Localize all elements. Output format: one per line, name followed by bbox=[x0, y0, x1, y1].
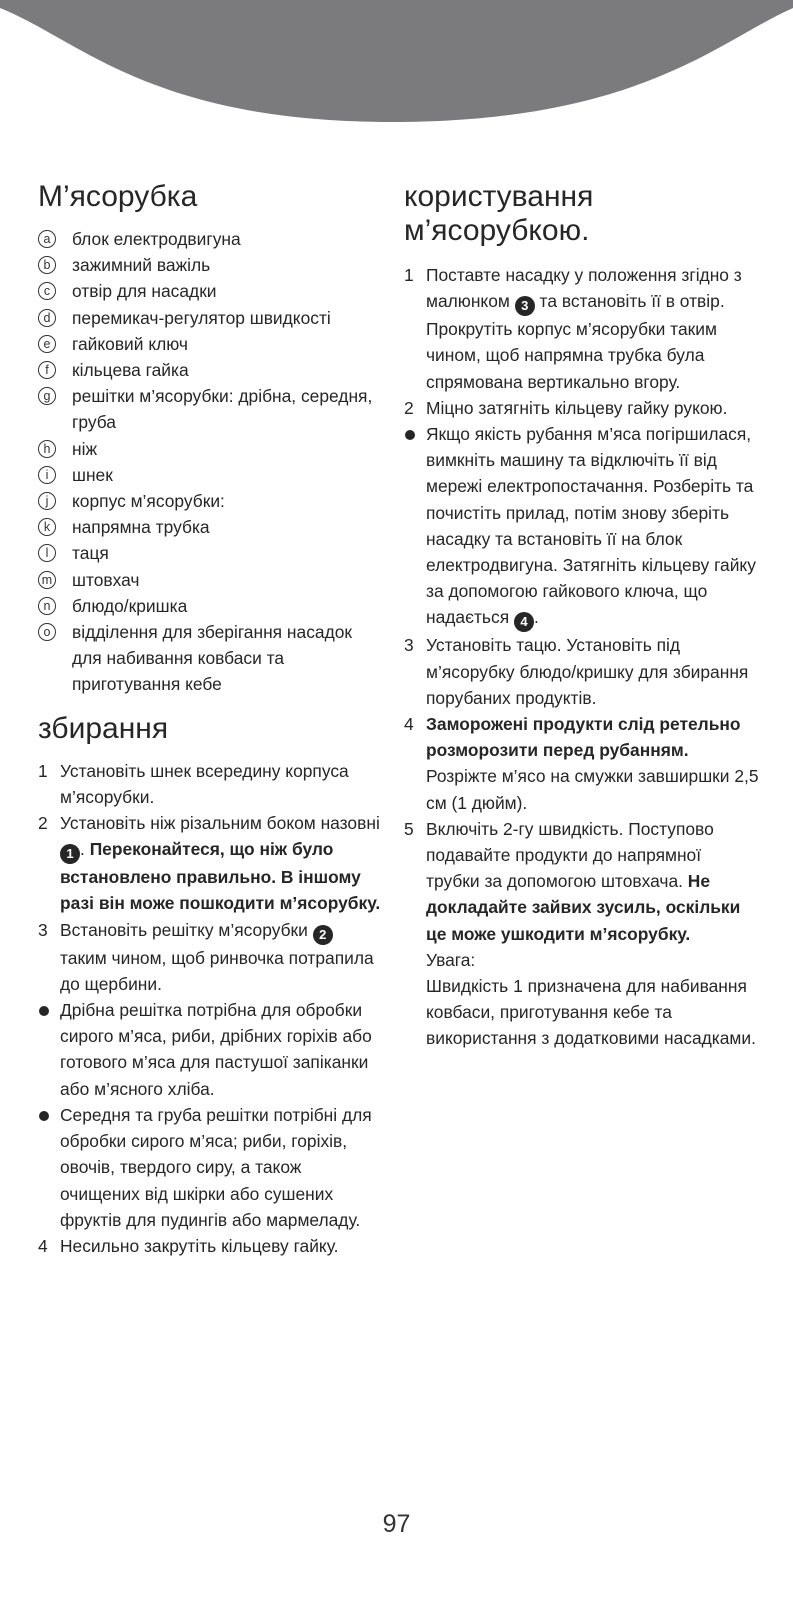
part-label: перемикач-регулятор швидкості bbox=[72, 307, 331, 328]
assembly-heading: збирання bbox=[38, 711, 169, 745]
assembly-step-1: 1 Установіть шнек всередину корпуса м’ясорубки. bbox=[38, 760, 349, 807]
part-label: відділення для зберігання насадок для набивання ковбаси та приготування кебе bbox=[72, 622, 352, 695]
part-letter-badge: a bbox=[38, 230, 56, 248]
figure-1-icon: 1 bbox=[60, 844, 80, 864]
part-letter-badge: m bbox=[38, 571, 56, 589]
part-letter-badge: h bbox=[38, 440, 56, 458]
figure-2-icon: 2 bbox=[313, 925, 333, 945]
parts-heading: М’ясорубка bbox=[38, 180, 198, 213]
part-label: решітки м’ясорубки: дрібна, середня, груба bbox=[72, 386, 373, 433]
part-label: блюдо/кришка bbox=[72, 595, 188, 616]
assembly-step-4: 4 Несильно закрутіть кільцеву гайку. bbox=[38, 1235, 339, 1256]
part-item bbox=[38, 226, 383, 252]
part-label: корпус м’ясорубки: bbox=[72, 491, 225, 512]
part-letter-badge: l bbox=[38, 544, 56, 562]
top-wave-band bbox=[0, 0, 793, 130]
part-letter-badge: n bbox=[38, 597, 56, 615]
usage-step-2: 2 Міцно затягніть кільцеву гайку рукою. bbox=[404, 397, 728, 418]
part-item bbox=[38, 305, 383, 331]
usage-step-1: 1 Поставте насадку у положення згідно з малюнком 3 та встановіть її в отвір. Прокрутіть корпус м’ясорубки таким чином, щоб напрямна трубка була спрямована вертикально вгору. bbox=[404, 265, 742, 392]
part-item bbox=[38, 357, 383, 383]
part-letter-badge: j bbox=[38, 492, 56, 510]
usage-heading: користування м’ясорубкою. bbox=[404, 180, 594, 247]
part-label: ніж bbox=[72, 438, 98, 459]
part-label: кільцева гайка bbox=[72, 360, 189, 381]
figure-3-icon: 3 bbox=[515, 296, 535, 316]
part-item bbox=[38, 514, 383, 540]
part-label: штовхач bbox=[72, 569, 140, 590]
part-label: шнек bbox=[72, 464, 113, 485]
usage-step-5: 5 Включіть 2-гу швидкість. Поступово подавайте продукти до напрямної трубки за допомогою штовхача. Не докладайте зайвих зусиль, оскільки це може ушкодити м’ясорубку. Увага: Швидкість 1 призначена для набивання ковбаси, приготування кебе та використання з додатковими насадками. bbox=[404, 818, 756, 1049]
part-label: таця bbox=[72, 543, 109, 564]
part-letter-badge: k bbox=[38, 518, 56, 536]
part-label: блок електродвигуна bbox=[72, 229, 241, 249]
part-label: зажимний важіль bbox=[72, 255, 211, 276]
note-text: Швидкість 1 призначена для набивання ковбаси, приготування кебе та використання з додатковими насадками. bbox=[426, 976, 756, 1049]
part-label: напрямна трубка bbox=[72, 517, 210, 538]
part-label: отвір для насадки bbox=[72, 281, 217, 302]
assembly-step-3: 3 Встановіть решітку м’ясорубки 2 таким чином, щоб ринвочка потрапила до щербини. bbox=[38, 919, 374, 994]
part-letter-badge: c bbox=[38, 282, 56, 300]
part-item bbox=[38, 593, 383, 619]
part-letter-badge: f bbox=[38, 361, 56, 379]
part-letter-badge: d bbox=[38, 309, 56, 327]
assembly-step-2: 2 Установіть ніж різальним боком назовні 1 . Переконайтеся, що ніж було встановлено правильно. В іншому разі він може пошкодити м’ясорубку. bbox=[38, 813, 381, 914]
part-item bbox=[38, 331, 383, 357]
right-column bbox=[404, 180, 759, 1052]
bullet-icon bbox=[38, 997, 60, 1102]
usage-bullet-quality: Якщо якість рубання м’яса погіршилася, вимкніть машину та відключіть її від мережі електропостачання. Розберіть та почистіть прилад, потім знову зберіть насадку та встановіть її на блок електродвигуна. Затягніть кільцеву гайку за допомогою гайкового ключа, що надається 4 . bbox=[404, 421, 759, 632]
part-item bbox=[38, 619, 383, 698]
part-letter-badge: g bbox=[38, 387, 56, 405]
part-item bbox=[38, 540, 383, 566]
figure-4-icon: 4 bbox=[514, 612, 534, 632]
usage-step-3: 3 Установіть тацю. Установіть під м’ясорубку блюдо/кришку для збирання порубаних продуктів. bbox=[404, 635, 749, 708]
assembly-bullet-fine-screen: Дрібна решітка потрібна для обробки сирого м’яса, риби, дрібних горіхів або готового м’яса для пастушої запіканки або м’ясного хліба. bbox=[38, 997, 383, 1102]
page-number: 97 bbox=[382, 1510, 411, 1538]
parts-list bbox=[38, 226, 383, 698]
note-label: Увага: bbox=[426, 949, 476, 970]
assembly-bullet-medium-coarse-screen: Середня та груба решітки потрібні для обробки сирого м’яса; риби, горіхів, овочів, твердого сиру, а також очищених від шкірки або сушених фруктів для пудингів або мармеладу. bbox=[38, 1102, 383, 1233]
part-item bbox=[38, 278, 383, 304]
part-item bbox=[38, 488, 383, 514]
bullet-icon bbox=[38, 1102, 60, 1233]
part-letter-badge: b bbox=[38, 256, 56, 274]
usage-step-4: 4 Заморожені продукти слід ретельно розморозити перед рубанням. Розріжте м’ясо на смужки завширшки 2,5 см (1 дюйм). bbox=[404, 714, 759, 813]
part-item bbox=[38, 436, 383, 462]
part-item bbox=[38, 462, 383, 488]
part-item bbox=[38, 567, 383, 593]
part-item bbox=[38, 383, 383, 435]
left-column bbox=[38, 180, 383, 1259]
part-item bbox=[38, 252, 383, 278]
bullet-icon bbox=[404, 421, 426, 632]
part-letter-badge: e bbox=[38, 335, 56, 353]
part-letter-badge: i bbox=[38, 466, 56, 484]
part-letter-badge: o bbox=[38, 623, 56, 641]
assembly-steps bbox=[38, 758, 383, 1259]
usage-steps bbox=[404, 262, 759, 1052]
part-label: гайковий ключ bbox=[72, 333, 188, 354]
